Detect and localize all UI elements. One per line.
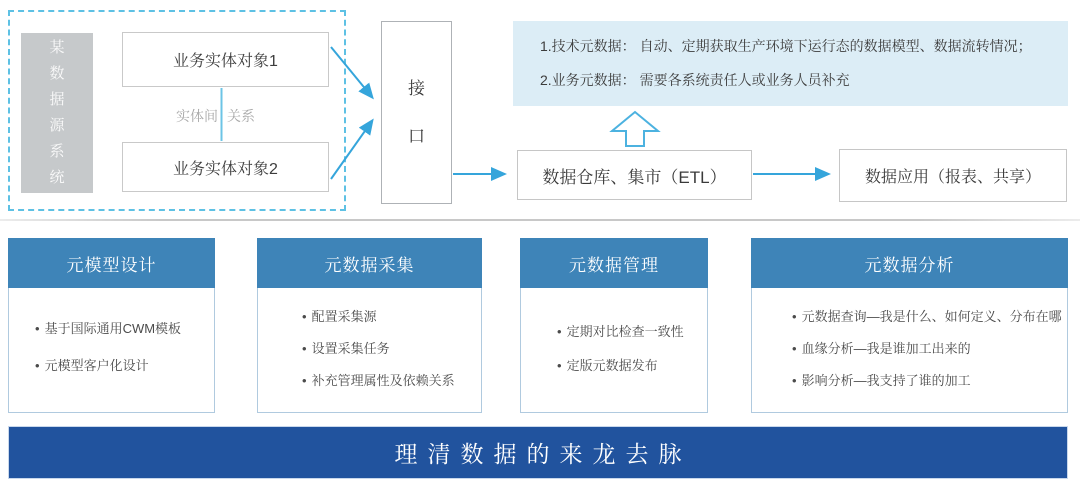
list-item: • 元数据查询—我是什么、如何定义、分布在哪: [792, 310, 1059, 324]
data-application-label: 数据应用（报表、共享）: [864, 169, 1041, 186]
etl-box-label: 数据仓库、集市（ETL）: [542, 167, 727, 187]
list-item: • 定版元数据发布: [557, 359, 699, 373]
list-item: • 设置采集任务: [302, 342, 473, 356]
section-divider-line: [0, 219, 1080, 221]
card-metadata-collection-title: 元数据采集: [257, 238, 482, 288]
card-metadata-collection-body: [257, 288, 482, 413]
relation-label-right: 关系: [227, 108, 255, 124]
entity-box-2: [122, 142, 329, 192]
note-line-2: 2.业务元数据： 需要各系统责任人或业务人员补充: [540, 72, 850, 89]
source-system-block: [21, 33, 93, 193]
card-metadata-analysis-title: 元数据分析: [751, 238, 1068, 288]
bottom-banner: [8, 426, 1068, 479]
interface-label: 接口: [408, 78, 425, 146]
entity-box-2-label: 业务实体对象2: [173, 160, 278, 178]
card-meta-model-design-body: [8, 288, 215, 413]
list-item: • 血缘分析—我是谁加工出来的: [792, 342, 1059, 356]
entity-box-1: [122, 32, 329, 87]
list-item: • 配置采集源: [302, 310, 473, 324]
card-meta-model-design-title: 元模型设计: [8, 238, 215, 288]
card-metadata-analysis: [751, 238, 1068, 413]
card-metadata-collection: [257, 238, 482, 413]
metadata-note-box: [513, 21, 1068, 106]
interface-box: [381, 21, 452, 204]
up-arrow-etl-to-note: [612, 112, 658, 146]
bottom-banner-text: 理清数据的来龙去脉: [394, 441, 692, 467]
card-metadata-management: [520, 238, 708, 413]
entity-box-1-label: 业务实体对象1: [173, 53, 278, 70]
note-line-1: 1.技术元数据： 自动、定期获取生产环境下运行态的数据模型、数据流转情况；: [540, 38, 1032, 55]
list-item: • 影响分析—我支持了谁的加工: [792, 374, 1059, 388]
card-meta-model-design: [8, 238, 215, 413]
list-item: • 补充管理属性及依赖关系: [302, 374, 473, 388]
card-metadata-management-title: 元数据管理: [520, 238, 708, 288]
relation-label-left: 实体间: [176, 108, 218, 124]
card-metadata-management-body: [520, 288, 708, 413]
etl-box: [517, 150, 752, 200]
list-item: • 元模型客户化设计: [35, 359, 206, 373]
source-system-label: 某数据源系统: [49, 39, 65, 186]
list-item: • 基于国际通用CWM模板: [35, 322, 206, 336]
card-metadata-analysis-body: [751, 288, 1068, 413]
list-item: • 定期对比检查一致性: [557, 325, 699, 339]
data-application-box: [839, 149, 1067, 202]
